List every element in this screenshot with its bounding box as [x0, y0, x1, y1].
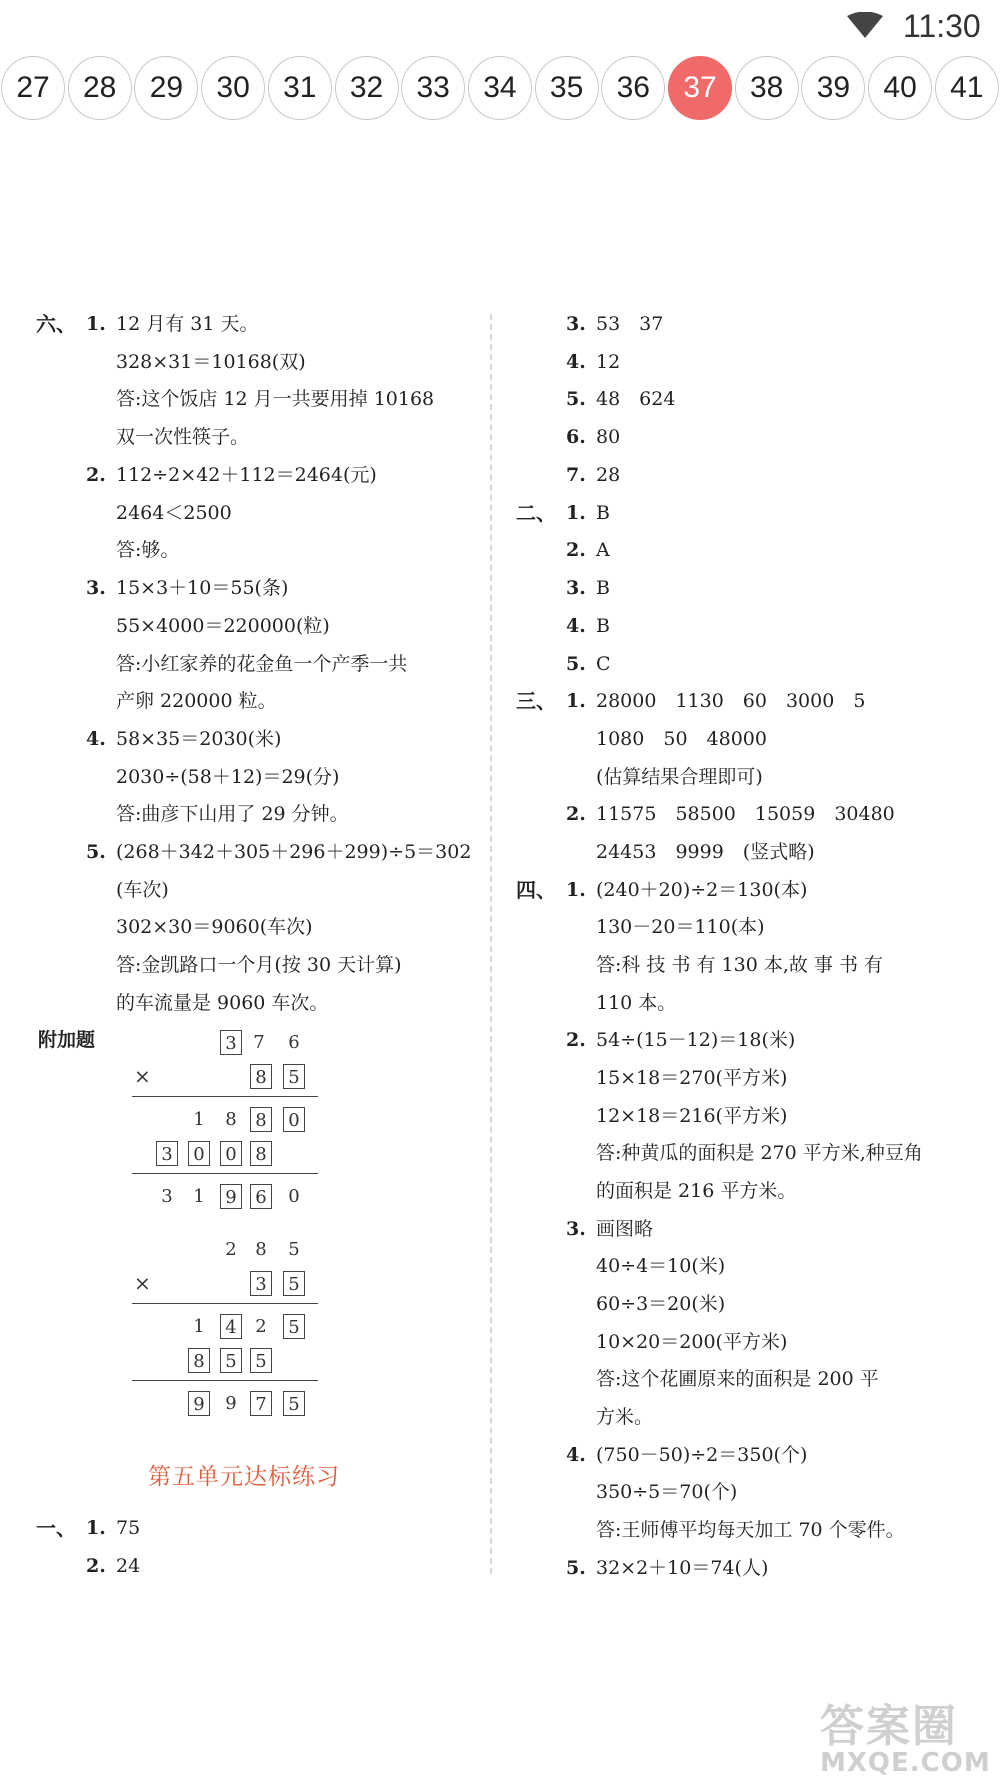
digit: 8	[255, 1239, 267, 1260]
extra-question-label: 附加题	[38, 1029, 96, 1051]
page-button-32[interactable]: 32	[335, 56, 399, 120]
boxed-digit: 5	[220, 1348, 242, 1373]
question-number: 1.	[86, 1517, 106, 1539]
answer-line: 答:这个花圃原来的面积是 200 平	[596, 1368, 879, 1390]
status-bar	[0, 0, 1000, 52]
answer-line: 答:种黄瓜的面积是 270 平方米,种豆角	[596, 1142, 923, 1164]
question-number: 2.	[566, 1029, 586, 1051]
question-number: 7.	[566, 464, 586, 486]
page-button-37[interactable]: 37	[668, 56, 732, 120]
question-number: 2.	[86, 1555, 106, 1577]
page-button-33[interactable]: 33	[401, 56, 465, 120]
page-button-36[interactable]: 36	[601, 56, 665, 120]
answer-line: C	[596, 653, 611, 675]
page-button-41[interactable]: 41	[935, 56, 999, 120]
section-one-label: 一、	[36, 1516, 76, 1540]
answer-line: 画图略	[596, 1218, 654, 1240]
answer-line: B	[596, 577, 610, 599]
question-number: 4.	[566, 615, 586, 637]
digit: 1	[193, 1109, 205, 1130]
answer-line: 48 624	[596, 388, 676, 410]
digit: 9	[225, 1393, 237, 1414]
answer-line: A	[596, 539, 610, 561]
question-number: 4.	[566, 351, 586, 373]
boxed-digit: 8	[250, 1107, 272, 1132]
boxed-digit: 5	[283, 1064, 305, 1089]
page-button-30[interactable]: 30	[201, 56, 265, 120]
page-button-29[interactable]: 29	[134, 56, 198, 120]
calc-line	[132, 1173, 318, 1174]
question-number: 1.	[566, 502, 586, 524]
boxed-digit: 8	[250, 1064, 272, 1089]
answer-line: (车次)	[116, 879, 169, 901]
question-number: 4.	[566, 1444, 586, 1466]
question-number: 1.	[86, 313, 106, 335]
digit: 3	[161, 1186, 173, 1207]
question-number: 5.	[86, 841, 106, 863]
question-number: 4.	[86, 728, 106, 750]
question-number: 6.	[566, 426, 586, 448]
answer-line: 1080 50 48000	[596, 728, 767, 750]
question-number: 5.	[566, 1557, 586, 1579]
answer-line: 2030÷(58＋12)＝29(分)	[116, 766, 340, 788]
answer-line: 答:小红家养的花金鱼一个产季一共	[116, 653, 408, 675]
answer-line: 32×2＋10＝74(人)	[596, 1557, 769, 1579]
boxed-digit: 8	[250, 1141, 272, 1166]
digit: 2	[225, 1239, 237, 1260]
section-three-label: 三、	[516, 689, 556, 713]
answer-line: 54÷(15－12)＝18(米)	[596, 1029, 796, 1051]
answer-line: 302×30＝9060(车次)	[116, 916, 313, 938]
watermark	[820, 1690, 991, 1778]
question-number: 1.	[566, 690, 586, 712]
answer-line: 方米。	[596, 1406, 654, 1428]
watermark-line2: MXQE.COM	[820, 1748, 991, 1778]
digit: 0	[288, 1186, 300, 1207]
digit: 1	[193, 1316, 205, 1337]
question-number: 3.	[566, 313, 586, 335]
boxed-digit: 7	[250, 1391, 272, 1416]
question-number: 3.	[86, 577, 106, 599]
boxed-digit: 9	[188, 1391, 210, 1416]
boxed-digit: 3	[250, 1271, 272, 1296]
answer-line: (240＋20)÷2＝130(本)	[596, 879, 808, 901]
unit-title: 第五单元达标练习	[148, 1464, 340, 1490]
section-four-label: 四、	[516, 878, 556, 902]
boxed-digit: 4	[220, 1314, 242, 1339]
answer-line: 55×4000＝220000(粒)	[116, 615, 330, 637]
answer-line: 75	[116, 1517, 141, 1539]
answer-line: 80	[596, 426, 621, 448]
page-selector	[0, 56, 1000, 122]
calc-line	[132, 1303, 318, 1304]
answer-line: 58×35＝2030(米)	[116, 728, 282, 750]
column-divider	[490, 314, 492, 1574]
question-number: 2.	[566, 803, 586, 825]
answer-line: 产卵 220000 粒。	[116, 690, 277, 712]
digit: 8	[225, 1109, 237, 1130]
digit: 6	[288, 1032, 300, 1053]
answer-line: 40÷4＝10(米)	[596, 1255, 726, 1277]
answer-line: 答:金凯路口一个月(按 30 天计算)	[116, 954, 402, 976]
boxed-digit: 0	[188, 1141, 210, 1166]
boxed-digit: 0	[220, 1141, 242, 1166]
boxed-digit: 8	[188, 1348, 210, 1373]
multiply-sign: ×	[134, 1271, 151, 1295]
digit: 2	[255, 1316, 267, 1337]
digit: 7	[253, 1032, 265, 1053]
answer-line: 答:科 技 书 有 130 本,故 事 书 有	[596, 954, 884, 976]
answer-line: 328×31＝10168(双)	[116, 351, 306, 373]
page-button-34[interactable]: 34	[468, 56, 532, 120]
answer-line: (估算结果合理即可)	[596, 766, 763, 788]
question-number: 2.	[86, 464, 106, 486]
page-button-38[interactable]: 38	[735, 56, 799, 120]
boxed-digit: 5	[283, 1391, 305, 1416]
boxed-digit: 5	[250, 1348, 272, 1373]
answer-line: (268＋342＋305＋296＋299)÷5＝302	[116, 841, 472, 863]
answer-line: 112÷2×42＋112＝2464(元)	[116, 464, 377, 486]
answer-line: B	[596, 502, 610, 524]
answer-line: 130－20＝110(本)	[596, 916, 765, 938]
answer-line: 10×20＝200(平方米)	[596, 1331, 788, 1353]
answer-line: 11575 58500 15059 30480	[596, 803, 895, 825]
question-number: 2.	[566, 539, 586, 561]
answer-line: 答:这个饭店 12 月一共要用掉 10168	[116, 388, 435, 410]
page-button-39[interactable]: 39	[801, 56, 865, 120]
multiply-sign: ×	[134, 1064, 151, 1088]
page-button-28[interactable]: 28	[68, 56, 132, 120]
wifi-icon	[846, 12, 884, 38]
digit: 1	[193, 1186, 205, 1207]
page-button-40[interactable]: 40	[868, 56, 932, 120]
answer-line: 12	[596, 351, 621, 373]
answer-line: 15×18＝270(平方米)	[596, 1067, 788, 1089]
answer-line: 12×18＝216(平方米)	[596, 1105, 788, 1127]
question-number: 3.	[566, 577, 586, 599]
answer-line: 的车流量是 9060 车次。	[116, 992, 329, 1014]
boxed-digit: 9	[220, 1184, 242, 1209]
section-six-label: 六、	[36, 312, 76, 336]
section-two-label: 二、	[516, 501, 556, 525]
answer-line: 24453 9999 (竖式略)	[596, 841, 815, 863]
answer-line: 53 37	[596, 313, 664, 335]
watermark-line1: 答案圈	[820, 1701, 958, 1752]
answer-line: 2464＜2500	[116, 502, 232, 524]
answer-line: 双一次性筷子。	[116, 426, 250, 448]
boxed-digit: 5	[283, 1314, 305, 1339]
question-number: 1.	[566, 879, 586, 901]
page-button-31[interactable]: 31	[268, 56, 332, 120]
boxed-digit: 6	[250, 1184, 272, 1209]
answer-line: 12 月有 31 天。	[116, 313, 259, 335]
answer-line: 答:曲彦下山用了 29 分钟。	[116, 803, 349, 825]
calc-line	[132, 1380, 318, 1381]
answer-line: 答:够。	[116, 539, 180, 561]
answer-line: 24	[116, 1555, 141, 1577]
boxed-digit: 3	[220, 1030, 242, 1055]
question-number: 5.	[566, 388, 586, 410]
answer-line: B	[596, 615, 610, 637]
boxed-digit: 0	[283, 1107, 305, 1132]
question-number: 5.	[566, 653, 586, 675]
boxed-digit: 5	[283, 1271, 305, 1296]
page-button-35[interactable]: 35	[535, 56, 599, 120]
boxed-digit: 3	[156, 1141, 178, 1166]
question-number: 3.	[566, 1218, 586, 1240]
answer-line: 的面积是 216 平方米。	[596, 1180, 797, 1202]
answer-line: 110 本。	[596, 992, 677, 1014]
answer-line: 350÷5＝70(个)	[596, 1481, 738, 1503]
answer-line: 28000 1130 60 3000 5	[596, 690, 866, 712]
answer-line: (750－50)÷2＝350(个)	[596, 1444, 808, 1466]
answer-line: 28	[596, 464, 621, 486]
answer-line: 15×3＋10＝55(条)	[116, 577, 289, 599]
status-time: 11:30	[903, 8, 981, 44]
page-button-27[interactable]: 27	[1, 56, 65, 120]
answer-line: 答:王师傅平均每天加工 70 个零件。	[596, 1519, 905, 1541]
calc-line	[132, 1096, 318, 1097]
digit: 5	[288, 1239, 300, 1260]
answer-line: 60÷3＝20(米)	[596, 1293, 726, 1315]
